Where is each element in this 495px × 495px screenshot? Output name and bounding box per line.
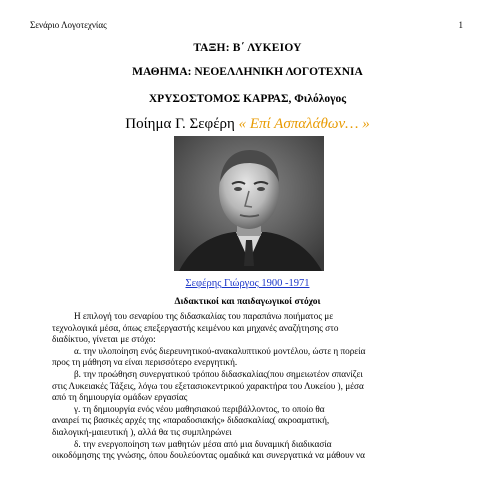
body-line: Η επιλογή του σεναρίου της διδασκαλίας του παραπάνω ποιήματος με — [74, 311, 334, 321]
body-line: στις Λυκειακές Τάξεις, λόγω του εξετασιοκεντρικού χαρακτήρα του Λυκείου ), μέσα — [52, 380, 364, 391]
poem-line — [0, 116, 495, 133]
body-line: β. την προώθηση συνεργατικού τρόπου διδασκαλίας(που σημειωτέον σπανίζει — [74, 368, 363, 379]
body-line: α. την υλοποίηση ενός διερευνητικού-ανακαλυπτικού μοντέλου, ώστε η πορεία — [74, 345, 366, 356]
body-line: διαλογική-μαιευτική ), αλλά θα τις συμπληρώνει — [52, 426, 232, 437]
body-text — [52, 311, 450, 462]
section-heading: Διδακτικοί και παιδαγωγικοί στόχοι — [174, 297, 321, 307]
poem-title: « Επί Ασπαλάθων… » — [238, 116, 370, 132]
author-line: ΧΡΥΣΟΣΤΟΜΟΣ ΚΑΡΡΑΣ, Φιλόλογος — [148, 93, 347, 105]
class-line: ΤΑΞΗ: Β΄ ΛΥΚΕΙΟΥ — [193, 42, 302, 54]
portrait-image — [174, 136, 324, 271]
body-line: οικοδόμησης της γνώσης, όπου δουλεύοντας ομαδικά και συνεργατικά να μάθουν να — [52, 450, 365, 461]
photo-caption[interactable] — [0, 278, 495, 289]
subject-line: ΜΑΘΗΜΑ: ΝΕΟΕΛΛΗΝΙΚΗ ΛΟΓΟΤΕΧΝΙΑ — [132, 66, 363, 78]
body-line: από τη δημιουργία ομάδων εργασίας — [52, 392, 188, 403]
body-line: αναιρεί τις βασικές αρχές της «παραδοσιακής» διδασκαλίας( ακροαματική, — [52, 415, 330, 426]
page-header — [30, 20, 465, 32]
body-line: προς τη μάθηση να είναι περισσότερο ενεργητική. — [52, 357, 238, 368]
portrait-photo — [174, 136, 324, 271]
body-line: τεχνολογικά μέσα, όπως επεξεργαστής κειμένου και μηχανές αναζήτησης στο — [52, 322, 339, 333]
body-line: δ. την ενεργοποίηση των μαθητών μέσα από μια δυναμική διαδικασία — [74, 438, 332, 449]
poem-prefix: Ποίημα Γ. Σεφέρη — [125, 116, 235, 132]
header-title: Σενάριο Λογοτεχνίας — [30, 20, 107, 30]
body-line: γ. τη δημιουργία ενός νέου μαθησιακού περιβάλλοντος, το οποίο θα — [74, 403, 325, 414]
photo-caption-link[interactable]: Σεφέρης Γιώργος 1900 -1971 — [185, 278, 310, 289]
body-line: διαδίκτυο, γίνεται με στόχο: — [52, 334, 156, 345]
page-number: 1 — [458, 20, 463, 30]
